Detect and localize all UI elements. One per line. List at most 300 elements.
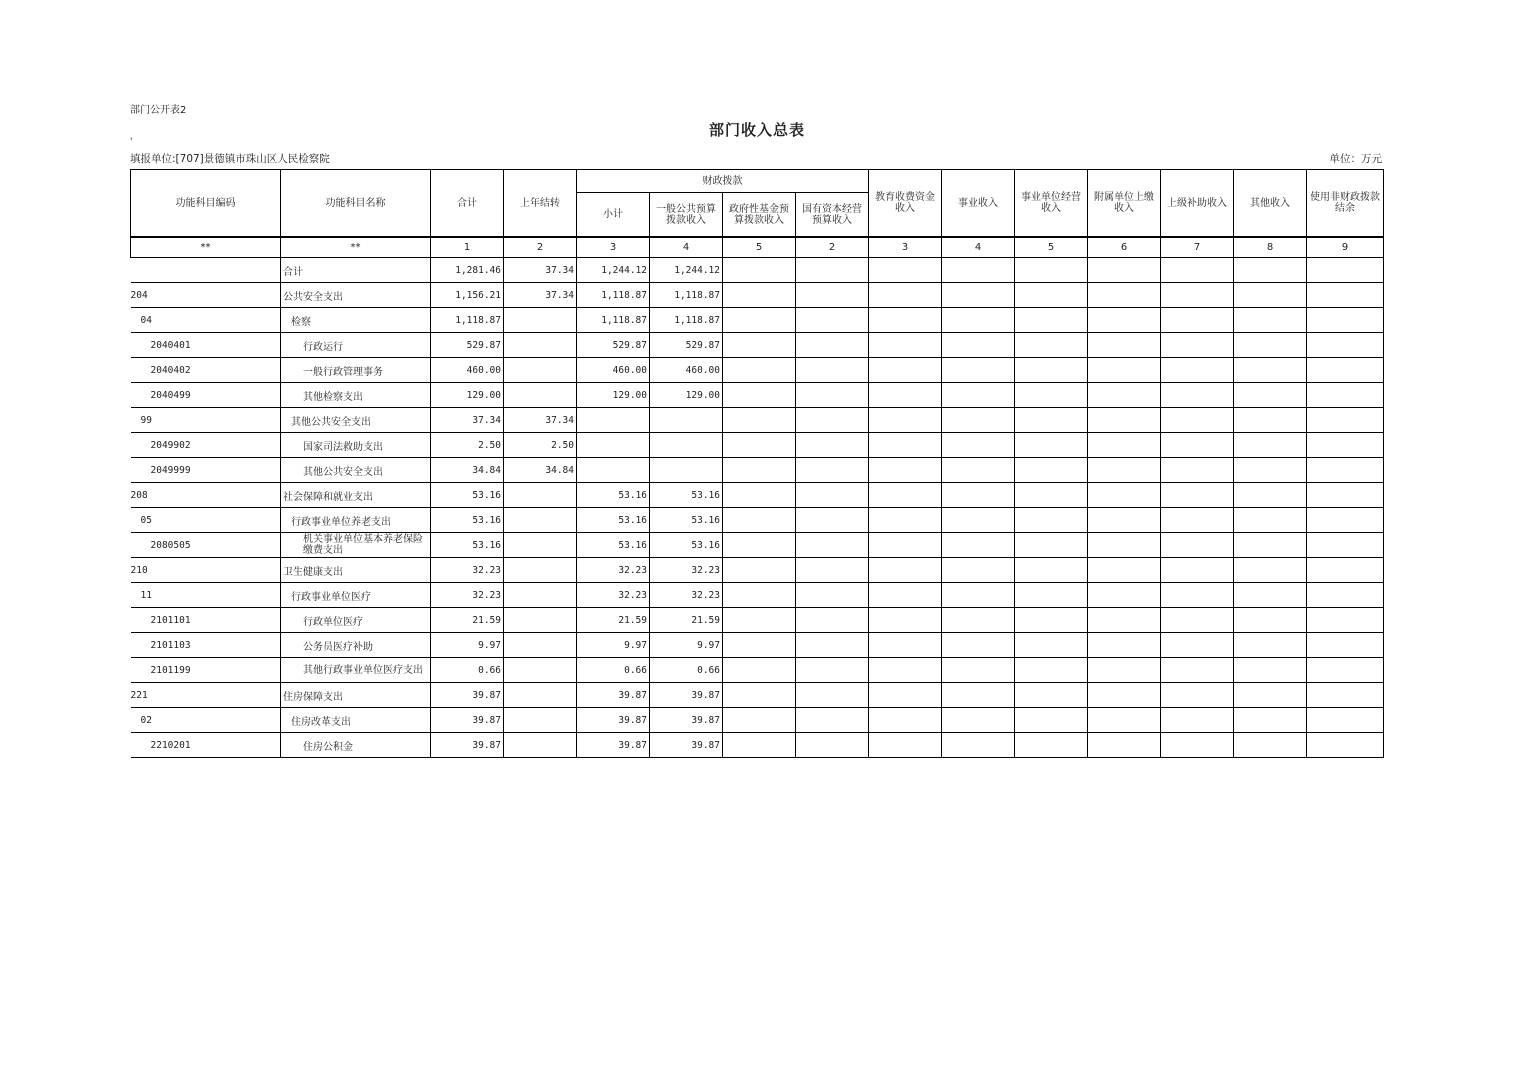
row-code: 210 [131, 558, 281, 583]
row-name: 社会保障和就业支出 [281, 483, 431, 508]
table-row [131, 708, 1384, 733]
row-general-budget: 53.16 [650, 508, 723, 533]
row-empty-cell [1015, 633, 1088, 658]
table-row [131, 633, 1384, 658]
row-empty-cell [1088, 408, 1161, 433]
row-empty-cell [1088, 633, 1161, 658]
row-name: 行政运行 [281, 333, 431, 358]
row-general-budget: 32.23 [650, 558, 723, 583]
table-row [131, 383, 1384, 408]
header-other: 其他收入 [1234, 170, 1307, 238]
header-carryover: 上年结转 [504, 170, 577, 238]
row-empty-cell [869, 483, 942, 508]
row-empty-cell [869, 733, 942, 758]
header-operating: 事业单位经营收入 [1015, 170, 1088, 238]
row-empty-cell [1161, 333, 1234, 358]
row-empty-cell [1234, 533, 1307, 558]
row-subtotal: 1,244.12 [577, 258, 650, 283]
row-empty-cell [796, 658, 869, 683]
row-code: 2101103 [131, 633, 281, 658]
row-code: 02 [131, 708, 281, 733]
table-row [131, 458, 1384, 483]
row-empty-cell [1015, 483, 1088, 508]
row-code [131, 258, 281, 283]
row-empty-cell [723, 458, 796, 483]
row-empty-cell [1015, 533, 1088, 558]
row-empty-cell [723, 633, 796, 658]
row-general-budget: 1,244.12 [650, 258, 723, 283]
row-general-budget: 9.97 [650, 633, 723, 658]
row-empty-cell [1234, 683, 1307, 708]
row-subtotal [577, 433, 650, 458]
page-title: 部门收入总表 [708, 121, 805, 139]
row-empty-cell [1234, 633, 1307, 658]
row-name: 机关事业单位基本养老保险缴费支出 [281, 533, 431, 558]
column-index-cell: 5 [1015, 237, 1088, 258]
row-empty-cell [1161, 483, 1234, 508]
row-name: 国家司法救助支出 [281, 433, 431, 458]
row-code: 2101101 [131, 608, 281, 633]
row-empty-cell [869, 283, 942, 308]
row-empty-cell [796, 458, 869, 483]
reporting-unit: 填报单位:[707]景德镇市珠山区人民检察院 [130, 153, 330, 165]
row-empty-cell [1161, 533, 1234, 558]
row-empty-cell [796, 308, 869, 333]
row-empty-cell [1088, 433, 1161, 458]
row-empty-cell [942, 458, 1015, 483]
row-empty-cell [796, 733, 869, 758]
row-total: 53.16 [431, 533, 504, 558]
row-empty-cell [1234, 258, 1307, 283]
row-empty-cell [796, 533, 869, 558]
row-empty-cell [1088, 358, 1161, 383]
row-code: 11 [131, 583, 281, 608]
row-empty-cell [1234, 658, 1307, 683]
row-empty-cell [796, 433, 869, 458]
row-empty-cell [723, 658, 796, 683]
row-empty-cell [942, 333, 1015, 358]
column-index-cell: ** [131, 237, 281, 258]
row-total: 9.97 [431, 633, 504, 658]
row-empty-cell [796, 608, 869, 633]
column-index-cell: 2 [796, 237, 869, 258]
row-carryover: 37.34 [504, 408, 577, 433]
row-empty-cell [1015, 333, 1088, 358]
row-name: 住房公积金 [281, 733, 431, 758]
row-empty-cell [1088, 483, 1161, 508]
row-empty-cell [942, 408, 1015, 433]
row-empty-cell [942, 308, 1015, 333]
row-code: 2040401 [131, 333, 281, 358]
row-empty-cell [796, 558, 869, 583]
row-empty-cell [1088, 658, 1161, 683]
row-name: 其他公共安全支出 [281, 458, 431, 483]
row-carryover [504, 533, 577, 558]
row-carryover [504, 508, 577, 533]
row-subtotal [577, 458, 650, 483]
row-empty-cell [1307, 458, 1384, 483]
row-empty-cell [869, 608, 942, 633]
row-empty-cell [1307, 333, 1384, 358]
row-empty-cell [1015, 358, 1088, 383]
row-empty-cell [1307, 308, 1384, 333]
row-empty-cell [796, 483, 869, 508]
row-empty-cell [869, 433, 942, 458]
row-name: 公共安全支出 [281, 283, 431, 308]
header-fiscal-group: 财政拨款 [577, 170, 869, 193]
row-name: 一般行政管理事务 [281, 358, 431, 383]
row-empty-cell [1307, 508, 1384, 533]
row-empty-cell [942, 258, 1015, 283]
row-empty-cell [796, 258, 869, 283]
row-name: 其他行政事业单位医疗支出 [281, 658, 431, 683]
row-empty-cell [1161, 608, 1234, 633]
table-row [131, 358, 1384, 383]
row-name: 公务员医疗补助 [281, 633, 431, 658]
row-code: 2040499 [131, 383, 281, 408]
column-index-cell: 3 [577, 237, 650, 258]
row-total: 1,118.87 [431, 308, 504, 333]
row-name: 合计 [281, 258, 431, 283]
row-empty-cell [1234, 558, 1307, 583]
row-empty-cell [869, 508, 942, 533]
row-empty-cell [1307, 533, 1384, 558]
row-general-budget: 0.66 [650, 658, 723, 683]
row-code: 221 [131, 683, 281, 708]
row-empty-cell [1088, 308, 1161, 333]
row-empty-cell [1015, 258, 1088, 283]
header-code: 功能科目编码 [131, 170, 281, 238]
row-empty-cell [942, 533, 1015, 558]
row-empty-cell [1307, 658, 1384, 683]
row-empty-cell [1307, 558, 1384, 583]
row-code: 2080505 [131, 533, 281, 558]
row-empty-cell [1088, 558, 1161, 583]
row-empty-cell [869, 708, 942, 733]
row-general-budget [650, 433, 723, 458]
row-carryover: 37.34 [504, 283, 577, 308]
row-total: 1,281.46 [431, 258, 504, 283]
row-empty-cell [1015, 283, 1088, 308]
column-index-cell: 6 [1088, 237, 1161, 258]
row-empty-cell [1234, 308, 1307, 333]
row-empty-cell [1088, 333, 1161, 358]
table-row [131, 608, 1384, 633]
row-empty-cell [1307, 283, 1384, 308]
row-carryover [504, 583, 577, 608]
row-empty-cell [1234, 358, 1307, 383]
header-subtotal: 小计 [577, 193, 650, 238]
row-carryover [504, 708, 577, 733]
row-empty-cell [942, 508, 1015, 533]
row-empty-cell [1307, 683, 1384, 708]
row-general-budget [650, 408, 723, 433]
row-empty-cell [723, 308, 796, 333]
row-code: 99 [131, 408, 281, 433]
document-label: 部门公开表2 [130, 105, 187, 116]
row-empty-cell [1234, 408, 1307, 433]
row-subtotal: 9.97 [577, 633, 650, 658]
row-general-budget: 460.00 [650, 358, 723, 383]
row-name: 住房保障支出 [281, 683, 431, 708]
row-empty-cell [869, 533, 942, 558]
row-total: 1,156.21 [431, 283, 504, 308]
table-row [131, 433, 1384, 458]
row-code: 2040402 [131, 358, 281, 383]
row-empty-cell [1088, 708, 1161, 733]
row-empty-cell [1088, 458, 1161, 483]
row-carryover [504, 733, 577, 758]
row-empty-cell [1234, 708, 1307, 733]
header-education-fee: 教育收费资金收入 [869, 170, 942, 238]
row-empty-cell [796, 358, 869, 383]
column-index-cell: 5 [723, 237, 796, 258]
table-row [131, 283, 1384, 308]
row-empty-cell [942, 283, 1015, 308]
row-empty-cell [1307, 583, 1384, 608]
row-empty-cell [869, 408, 942, 433]
tick-mark: ' [130, 137, 133, 147]
row-empty-cell [1088, 583, 1161, 608]
row-empty-cell [1307, 383, 1384, 408]
row-empty-cell [723, 433, 796, 458]
row-empty-cell [1015, 583, 1088, 608]
row-empty-cell [1307, 433, 1384, 458]
column-index-cell: 4 [942, 237, 1015, 258]
row-empty-cell [1161, 708, 1234, 733]
row-empty-cell [942, 658, 1015, 683]
row-subtotal: 53.16 [577, 483, 650, 508]
row-general-budget: 21.59 [650, 608, 723, 633]
table-row [131, 333, 1384, 358]
row-empty-cell [869, 683, 942, 708]
row-subtotal: 1,118.87 [577, 308, 650, 333]
row-general-budget [650, 458, 723, 483]
row-general-budget: 1,118.87 [650, 308, 723, 333]
row-name: 检察 [281, 308, 431, 333]
row-carryover [504, 383, 577, 408]
row-carryover [504, 333, 577, 358]
row-empty-cell [942, 633, 1015, 658]
row-carryover [504, 558, 577, 583]
header-name: 功能科目名称 [281, 170, 431, 238]
row-empty-cell [1161, 283, 1234, 308]
row-empty-cell [723, 733, 796, 758]
table-row [131, 733, 1384, 758]
row-total: 129.00 [431, 383, 504, 408]
table-body [131, 258, 1384, 758]
row-code: 208 [131, 483, 281, 508]
row-empty-cell [1307, 633, 1384, 658]
row-empty-cell [1234, 583, 1307, 608]
row-carryover [504, 358, 577, 383]
row-total: 32.23 [431, 558, 504, 583]
row-subtotal: 1,118.87 [577, 283, 650, 308]
row-empty-cell [723, 708, 796, 733]
row-subtotal: 53.16 [577, 533, 650, 558]
row-empty-cell [723, 483, 796, 508]
row-code: 2101199 [131, 658, 281, 683]
row-empty-cell [942, 608, 1015, 633]
row-empty-cell [869, 258, 942, 283]
row-subtotal: 129.00 [577, 383, 650, 408]
row-empty-cell [1161, 458, 1234, 483]
header-superior-subsidy: 上级补助收入 [1161, 170, 1234, 238]
table-row [131, 258, 1384, 283]
row-total: 460.00 [431, 358, 504, 383]
row-code: 204 [131, 283, 281, 308]
income-summary-table [130, 169, 1384, 758]
row-carryover [504, 483, 577, 508]
row-total: 2.50 [431, 433, 504, 458]
row-subtotal: 21.59 [577, 608, 650, 633]
header-state-capital: 国有资本经营预算收入 [796, 193, 869, 238]
row-total: 32.23 [431, 583, 504, 608]
row-empty-cell [796, 583, 869, 608]
column-index-cell: 8 [1234, 237, 1307, 258]
header-general-budget: 一般公共预算拨款收入 [650, 193, 723, 238]
row-name: 行政事业单位养老支出 [281, 508, 431, 533]
table-row [131, 508, 1384, 533]
row-empty-cell [796, 283, 869, 308]
row-empty-cell [723, 333, 796, 358]
row-code: 04 [131, 308, 281, 333]
row-empty-cell [1161, 658, 1234, 683]
unit-label: 单位：万元 [1329, 153, 1382, 165]
row-empty-cell [1234, 733, 1307, 758]
row-empty-cell [942, 708, 1015, 733]
row-empty-cell [1088, 683, 1161, 708]
row-empty-cell [1088, 608, 1161, 633]
row-empty-cell [1161, 733, 1234, 758]
row-subtotal: 0.66 [577, 658, 650, 683]
row-empty-cell [796, 383, 869, 408]
header-non-fiscal-balance: 使用非财政拨款结余 [1307, 170, 1384, 238]
row-subtotal: 39.87 [577, 708, 650, 733]
row-empty-cell [1234, 433, 1307, 458]
row-carryover: 2.50 [504, 433, 577, 458]
row-empty-cell [942, 683, 1015, 708]
row-empty-cell [869, 558, 942, 583]
table-row [131, 558, 1384, 583]
row-empty-cell [796, 633, 869, 658]
row-empty-cell [723, 558, 796, 583]
row-general-budget: 32.23 [650, 583, 723, 608]
table-row [131, 308, 1384, 333]
table-row [131, 483, 1384, 508]
row-empty-cell [1307, 708, 1384, 733]
column-index-cell: 1 [431, 237, 504, 258]
row-empty-cell [1015, 708, 1088, 733]
column-index-cell: 9 [1307, 237, 1384, 258]
row-empty-cell [942, 433, 1015, 458]
column-index-row [131, 237, 1384, 258]
row-name: 卫生健康支出 [281, 558, 431, 583]
row-empty-cell [1161, 308, 1234, 333]
row-empty-cell [1015, 433, 1088, 458]
column-index-cell: 7 [1161, 237, 1234, 258]
row-carryover [504, 683, 577, 708]
row-empty-cell [1234, 458, 1307, 483]
row-code: 05 [131, 508, 281, 533]
row-empty-cell [869, 383, 942, 408]
row-empty-cell [723, 358, 796, 383]
row-subtotal: 32.23 [577, 558, 650, 583]
row-subtotal: 529.87 [577, 333, 650, 358]
column-index-cell: 2 [504, 237, 577, 258]
table-row [131, 583, 1384, 608]
row-empty-cell [723, 508, 796, 533]
row-subtotal: 39.87 [577, 733, 650, 758]
row-empty-cell [1161, 258, 1234, 283]
row-empty-cell [723, 583, 796, 608]
row-empty-cell [1234, 508, 1307, 533]
row-empty-cell [796, 333, 869, 358]
row-empty-cell [1307, 483, 1384, 508]
row-empty-cell [869, 458, 942, 483]
row-empty-cell [942, 483, 1015, 508]
row-empty-cell [1234, 608, 1307, 633]
row-name: 其他公共安全支出 [281, 408, 431, 433]
row-empty-cell [1015, 733, 1088, 758]
row-empty-cell [869, 333, 942, 358]
row-empty-cell [1161, 358, 1234, 383]
row-empty-cell [1161, 633, 1234, 658]
row-empty-cell [723, 533, 796, 558]
row-empty-cell [723, 258, 796, 283]
row-total: 39.87 [431, 683, 504, 708]
row-empty-cell [1161, 683, 1234, 708]
row-empty-cell [1088, 283, 1161, 308]
row-empty-cell [1161, 558, 1234, 583]
row-total: 0.66 [431, 658, 504, 683]
row-total: 34.84 [431, 458, 504, 483]
row-code: 2210201 [131, 733, 281, 758]
row-empty-cell [1234, 283, 1307, 308]
row-empty-cell [1088, 508, 1161, 533]
row-empty-cell [942, 558, 1015, 583]
row-subtotal [577, 408, 650, 433]
row-name: 行政单位医疗 [281, 608, 431, 633]
row-empty-cell [1015, 683, 1088, 708]
row-general-budget: 1,118.87 [650, 283, 723, 308]
row-empty-cell [1161, 408, 1234, 433]
row-empty-cell [942, 383, 1015, 408]
row-carryover [504, 658, 577, 683]
header-business: 事业收入 [942, 170, 1015, 238]
row-general-budget: 39.87 [650, 683, 723, 708]
row-general-budget: 53.16 [650, 533, 723, 558]
row-subtotal: 460.00 [577, 358, 650, 383]
row-empty-cell [1015, 458, 1088, 483]
column-index-cell: 3 [869, 237, 942, 258]
row-carryover [504, 633, 577, 658]
row-total: 39.87 [431, 733, 504, 758]
row-empty-cell [723, 608, 796, 633]
row-empty-cell [1015, 408, 1088, 433]
row-total: 529.87 [431, 333, 504, 358]
row-empty-cell [1088, 733, 1161, 758]
row-name: 行政事业单位医疗 [281, 583, 431, 608]
row-carryover [504, 608, 577, 633]
row-empty-cell [942, 733, 1015, 758]
row-empty-cell [796, 683, 869, 708]
row-empty-cell [723, 683, 796, 708]
row-empty-cell [869, 308, 942, 333]
row-empty-cell [869, 633, 942, 658]
header-affiliated: 附属单位上缴收入 [1088, 170, 1161, 238]
row-total: 53.16 [431, 508, 504, 533]
